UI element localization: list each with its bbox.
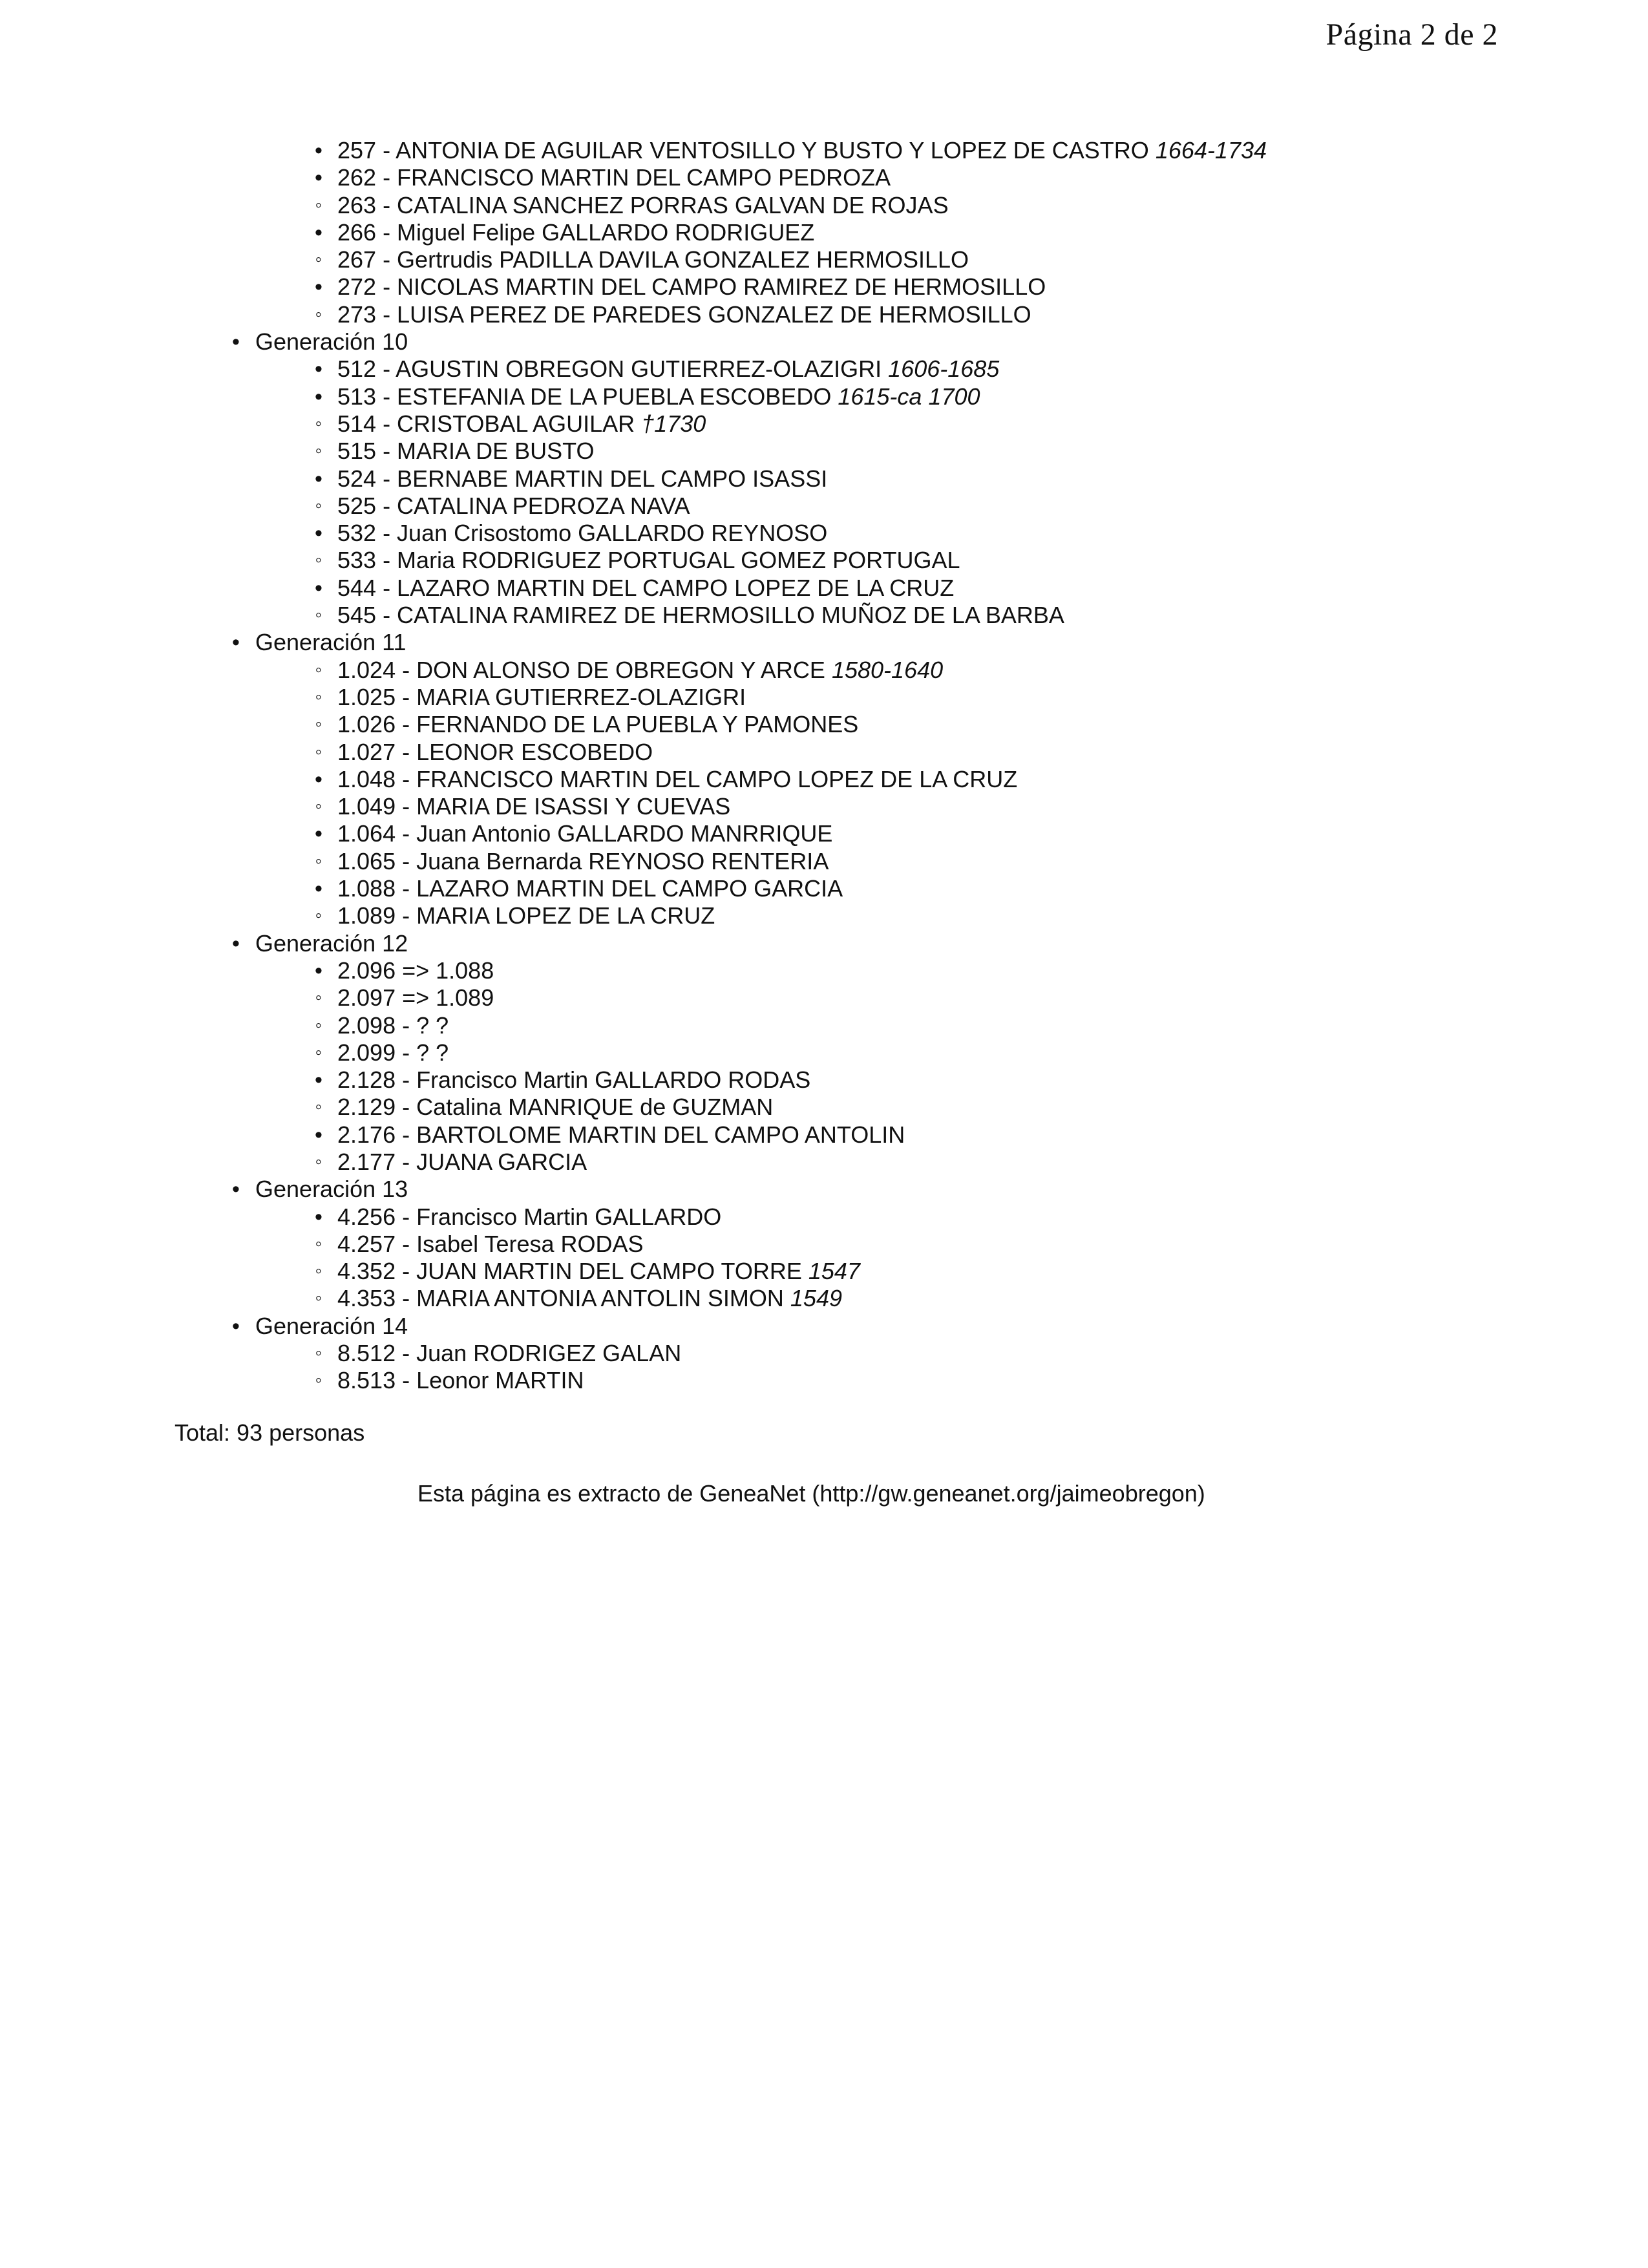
ancestor-name: 1.089 - MARIA LOPEZ DE LA CRUZ [337, 902, 715, 929]
ancestor-entry [0, 1094, 1267, 1121]
disc-bullet-icon: • [315, 821, 322, 847]
ancestor-name: 533 - Maria RODRIGUEZ PORTUGAL GOMEZ PORTUGAL [337, 547, 960, 574]
ancestor-entry [0, 192, 1267, 219]
ancestor-entry [0, 1285, 1267, 1312]
ancestor-name: 513 - ESTEFANIA DE LA PUEBLA ESCOBEDO [337, 383, 832, 410]
ancestor-entry [0, 520, 1267, 547]
circle-bullet-icon: ◦ [315, 741, 322, 763]
ancestor-entry [0, 137, 1267, 164]
ancestor-name: 263 - CATALINA SANCHEZ PORRAS GALVAN DE ROJAS [337, 191, 949, 218]
circle-bullet-icon: ◦ [315, 659, 322, 681]
ancestor-entry [0, 1012, 1267, 1039]
total-count: Total: 93 personas [174, 1419, 365, 1446]
ancestor-name: 2.177 - JUANA GARCIA [337, 1148, 587, 1175]
ancestor-name: 2.128 - Francisco Martin GALLARDO RODAS [337, 1066, 811, 1094]
ancestor-name: 512 - AGUSTIN OBREGON GUTIERREZ-OLAZIGRI [337, 355, 882, 383]
ancestor-name: 257 - ANTONIA DE AGUILAR VENTOSILLO Y BUSTO Y LOPEZ DE CASTRO [337, 137, 1149, 164]
disc-bullet-icon: • [315, 876, 322, 902]
ancestor-name: 267 - Gertrudis PADILLA DAVILA GONZALEZ HERMOSILLO [337, 246, 969, 273]
generation-heading [0, 930, 1267, 957]
circle-bullet-icon: ◦ [315, 604, 322, 626]
ancestor-entry [0, 1340, 1267, 1367]
ancestor-entry [0, 301, 1267, 328]
ancestor-name: 1.027 - LEONOR ESCOBEDO [337, 738, 653, 765]
ancestor-name: 4.256 - Francisco Martin GALLARDO [337, 1203, 722, 1230]
disc-bullet-icon: • [315, 466, 322, 491]
ancestor-entry [0, 1121, 1267, 1149]
circle-bullet-icon: ◦ [315, 714, 322, 736]
ancestor-name: 4.257 - Isabel Teresa RODAS [337, 1230, 644, 1257]
circle-bullet-icon: ◦ [315, 1096, 322, 1118]
ancestor-name: 545 - CATALINA RAMIREZ DE HERMOSILLO MUÑOZ DE LA BARBA [337, 602, 1064, 629]
disc-bullet-icon: • [232, 330, 240, 355]
ancestor-entry [0, 875, 1267, 902]
ancestor-entry [0, 438, 1267, 465]
disc-bullet-icon: • [315, 138, 322, 163]
ancestor-name: 2.097 => 1.089 [337, 984, 494, 1012]
ancestor-name: 1.024 - DON ALONSO DE OBREGON Y ARCE [337, 656, 825, 683]
disc-bullet-icon: • [315, 220, 322, 245]
generation-label: Generación 11 [255, 629, 407, 656]
ancestor-entry [0, 164, 1267, 191]
ancestor-name: 524 - BERNABE MARTIN DEL CAMPO ISASSI [337, 465, 828, 492]
disc-bullet-icon: • [315, 958, 322, 983]
ancestor-name: 272 - NICOLAS MARTIN DEL CAMPO RAMIREZ DE HERMOSILLO [337, 273, 1046, 301]
ancestor-name: 1.064 - Juan Antonio GALLARDO MANRRIQUE [337, 820, 833, 847]
life-dates: 1664-1734 [1155, 137, 1267, 164]
circle-bullet-icon: ◦ [315, 987, 322, 1009]
circle-bullet-icon: ◦ [315, 1260, 322, 1282]
ancestor-name: 8.512 - Juan RODRIGEZ GALAN [337, 1340, 682, 1367]
ancestor-entry [0, 739, 1267, 766]
ancestor-name: 2.096 => 1.088 [337, 957, 494, 984]
life-dates: 1580-1640 [831, 656, 944, 683]
ancestor-name: 273 - LUISA PEREZ DE PAREDES GONZALEZ DE HERMOSILLO [337, 301, 1031, 328]
circle-bullet-icon: ◦ [315, 1288, 322, 1309]
generation-label: Generación 10 [255, 328, 408, 355]
ancestor-name: 532 - Juan Crisostomo GALLARDO REYNOSO [337, 520, 828, 547]
circle-bullet-icon: ◦ [315, 1233, 322, 1255]
ancestor-entry [0, 602, 1267, 629]
source-footer: Esta página es extracto de GeneaNet (http://gw.geneanet.org/jaimeobregon) [417, 1480, 1205, 1507]
life-dates: 1549 [790, 1285, 842, 1312]
ancestor-name: 262 - FRANCISCO MARTIN DEL CAMPO PEDROZA [337, 164, 891, 191]
ancestor-name: 515 - MARIA DE BUSTO [337, 438, 595, 465]
ancestor-name: 1.088 - LAZARO MARTIN DEL CAMPO GARCIA [337, 875, 843, 902]
disc-bullet-icon: • [315, 1122, 322, 1147]
ancestor-name: 1.025 - MARIA GUTIERREZ-OLAZIGRI [337, 683, 746, 710]
circle-bullet-icon: ◦ [315, 1041, 322, 1063]
ancestor-entry [0, 711, 1267, 738]
ancestor-name: 4.353 - MARIA ANTONIA ANTOLIN SIMON [337, 1285, 784, 1312]
ancestor-entry [0, 984, 1267, 1012]
ancestor-entry [0, 1039, 1267, 1066]
ancestor-entry [0, 1066, 1267, 1094]
circle-bullet-icon: ◦ [315, 850, 322, 872]
disc-bullet-icon: • [232, 1313, 240, 1339]
ancestor-entry [0, 684, 1267, 711]
disc-bullet-icon: • [315, 1068, 322, 1093]
generation-heading [0, 629, 1267, 656]
ancestor-entry [0, 355, 1267, 383]
ancestor-name: 4.352 - JUAN MARTIN DEL CAMPO TORRE [337, 1258, 802, 1285]
ancestor-name: 514 - CRISTOBAL AGUILAR [337, 410, 635, 437]
disc-bullet-icon: • [315, 384, 322, 409]
circle-bullet-icon: ◦ [315, 1014, 322, 1036]
generation-heading [0, 1176, 1267, 1203]
ancestor-entry [0, 1149, 1267, 1176]
life-dates: 1615-ca 1700 [838, 383, 980, 410]
ancestor-entry [0, 820, 1267, 847]
disc-bullet-icon: • [315, 357, 322, 382]
ancestor-name: 1.026 - FERNANDO DE LA PUEBLA Y PAMONES [337, 711, 859, 738]
circle-bullet-icon: ◦ [315, 249, 322, 271]
circle-bullet-icon: ◦ [315, 194, 322, 216]
ancestor-entry [0, 848, 1267, 875]
ancestor-entry [0, 273, 1267, 301]
ancestor-entry [0, 957, 1267, 984]
circle-bullet-icon: ◦ [315, 905, 322, 927]
ancestor-entry [0, 219, 1267, 246]
disc-bullet-icon: • [232, 1177, 240, 1202]
life-dates: †1730 [641, 410, 706, 437]
circle-bullet-icon: ◦ [315, 549, 322, 571]
ancestor-name: 2.098 - ? ? [337, 1012, 449, 1039]
ancestor-entry [0, 657, 1267, 684]
page-number: Página 2 de 2 [1326, 17, 1498, 52]
disc-bullet-icon: • [315, 165, 322, 191]
circle-bullet-icon: ◦ [315, 1342, 322, 1364]
ancestor-entry [0, 383, 1267, 410]
generation-label: Generación 13 [255, 1176, 408, 1203]
ancestor-name: 525 - CATALINA PEDROZA NAVA [337, 492, 690, 519]
ancestor-name: 2.176 - BARTOLOME MARTIN DEL CAMPO ANTOLIN [337, 1121, 905, 1148]
ancestor-entry [0, 1258, 1267, 1285]
ancestor-name: 8.513 - Leonor MARTIN [337, 1367, 584, 1394]
generation-heading [0, 328, 1267, 355]
life-dates: 1606-1685 [888, 355, 1000, 383]
life-dates: 1547 [808, 1258, 860, 1285]
generation-label: Generación 12 [255, 929, 408, 957]
ancestor-name: 2.129 - Catalina MANRIQUE de GUZMAN [337, 1094, 774, 1121]
ancestor-name: 1.065 - Juana Bernarda REYNOSO RENTERIA [337, 847, 829, 874]
ancestor-entry [0, 1203, 1267, 1231]
ancestor-name: 1.049 - MARIA DE ISASSI Y CUEVAS [337, 793, 731, 820]
ancestor-entry [0, 793, 1267, 820]
ancestor-name: 2.099 - ? ? [337, 1039, 449, 1066]
ancestor-entry [0, 902, 1267, 929]
circle-bullet-icon: ◦ [315, 303, 322, 325]
disc-bullet-icon: • [315, 275, 322, 300]
ancestor-entry [0, 410, 1267, 438]
ancestor-list [0, 137, 1267, 1395]
circle-bullet-icon: ◦ [315, 412, 322, 434]
ancestor-name: 1.048 - FRANCISCO MARTIN DEL CAMPO LOPEZ DE LA CRUZ [337, 765, 1018, 792]
disc-bullet-icon: • [232, 630, 240, 655]
ancestor-entry [0, 575, 1267, 602]
ancestor-name: 544 - LAZARO MARTIN DEL CAMPO LOPEZ DE LA CRUZ [337, 574, 955, 601]
disc-bullet-icon: • [315, 1204, 322, 1229]
ancestor-entry [0, 246, 1267, 273]
circle-bullet-icon: ◦ [315, 1150, 322, 1172]
disc-bullet-icon: • [232, 931, 240, 956]
circle-bullet-icon: ◦ [315, 796, 322, 818]
disc-bullet-icon: • [315, 767, 322, 792]
generation-heading [0, 1313, 1267, 1340]
ancestor-entry [0, 493, 1267, 520]
ancestor-entry [0, 1367, 1267, 1394]
disc-bullet-icon: • [315, 521, 322, 546]
ancestor-entry [0, 766, 1267, 793]
ancestor-entry [0, 465, 1267, 493]
disc-bullet-icon: • [315, 575, 322, 600]
circle-bullet-icon: ◦ [315, 494, 322, 516]
circle-bullet-icon: ◦ [315, 440, 322, 462]
ancestor-entry [0, 1231, 1267, 1258]
ancestor-entry [0, 547, 1267, 574]
circle-bullet-icon: ◦ [315, 686, 322, 708]
ancestor-name: 266 - Miguel Felipe GALLARDO RODRIGUEZ [337, 218, 815, 246]
circle-bullet-icon: ◦ [315, 1370, 322, 1392]
generation-label: Generación 14 [255, 1312, 408, 1339]
